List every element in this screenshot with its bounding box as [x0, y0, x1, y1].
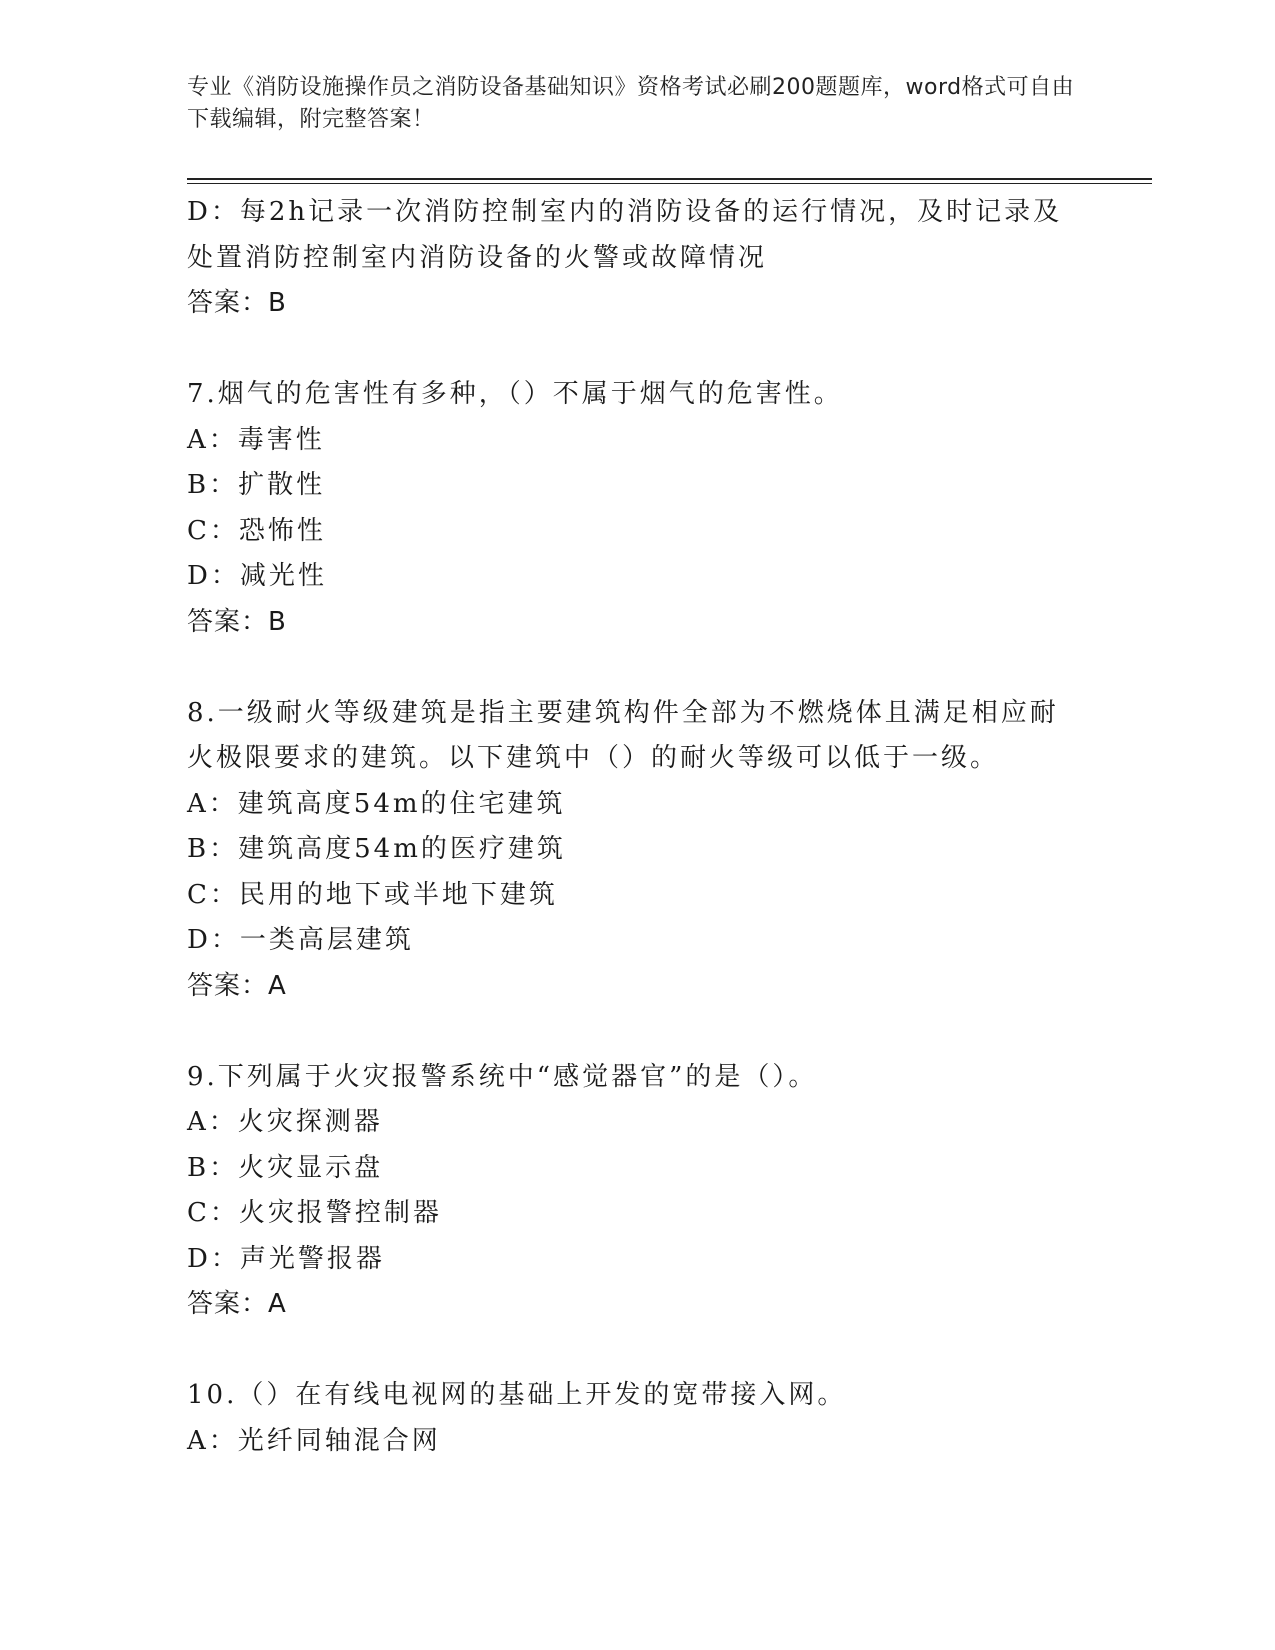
question-8-option-b: B：建筑高度54m的医疗建筑 [187, 834, 566, 864]
question-7-option-c: C：恐怖性 [187, 515, 326, 546]
spacer [187, 645, 1087, 691]
question-6-option-d-line-2: 处置消防控制室内消防设备的火警或故障情况 [187, 242, 768, 273]
question-8-option-d: D：一类高层建筑 [187, 925, 414, 955]
question-9-option-d: D：声光警报器 [187, 1243, 385, 1274]
question-7-option-d: D：减光性 [187, 561, 327, 591]
question-9-option-c: C：火灾报警控制器 [187, 1198, 442, 1228]
question-9-option-b: B：火灾显示盘 [187, 1152, 384, 1183]
question-8-stem-line-1: 8.一级耐火等级建筑是指主要建筑构件全部为不燃烧体且满足相应耐 [187, 697, 1059, 728]
header-divider [187, 178, 1152, 184]
page-header: 专业《消防设施操作员之消防设备基础知识》资格考试必刷200题题库，word格式可自由下载编辑，附完整答案！ [187, 75, 1075, 132]
question-8-option-c: C：民用的地下或半地下建筑 [187, 879, 558, 910]
question-8-answer: 答案：A [187, 970, 287, 1001]
spacer [187, 1009, 1087, 1055]
question-6-answer: 答案：B [187, 288, 287, 318]
question-7-option-b: B：扩散性 [187, 470, 326, 500]
question-10-option-a: A：光纤同轴混合网 [187, 1425, 441, 1456]
question-9-answer: 答案：A [187, 1289, 287, 1319]
question-7-option-a: A：毒害性 [187, 424, 325, 455]
question-7-answer: 答案：B [187, 606, 287, 637]
question-8-option-a: A：建筑高度54m的住宅建筑 [187, 788, 566, 819]
spacer [187, 1328, 1087, 1374]
question-6-option-d-line-1: D：每2h记录一次消防控制室内的消防设备的运行情况，及时记录及 [187, 197, 1063, 227]
question-9-option-a: A：火灾探测器 [187, 1107, 383, 1137]
document-body [187, 190, 1087, 1464]
question-8-stem-line-2: 火极限要求的建筑。以下建筑中（）的耐火等级可以低于一级。 [187, 743, 1000, 773]
spacer [187, 327, 1087, 373]
question-9-stem: 9.下列属于火灾报警系统中“感觉器官”的是（）。 [187, 1061, 818, 1092]
question-7-stem: 7.烟气的危害性有多种，（）不属于烟气的危害性。 [187, 379, 843, 409]
question-10-stem: 10.（）在有线电视网的基础上开发的宽带接入网。 [187, 1380, 847, 1410]
